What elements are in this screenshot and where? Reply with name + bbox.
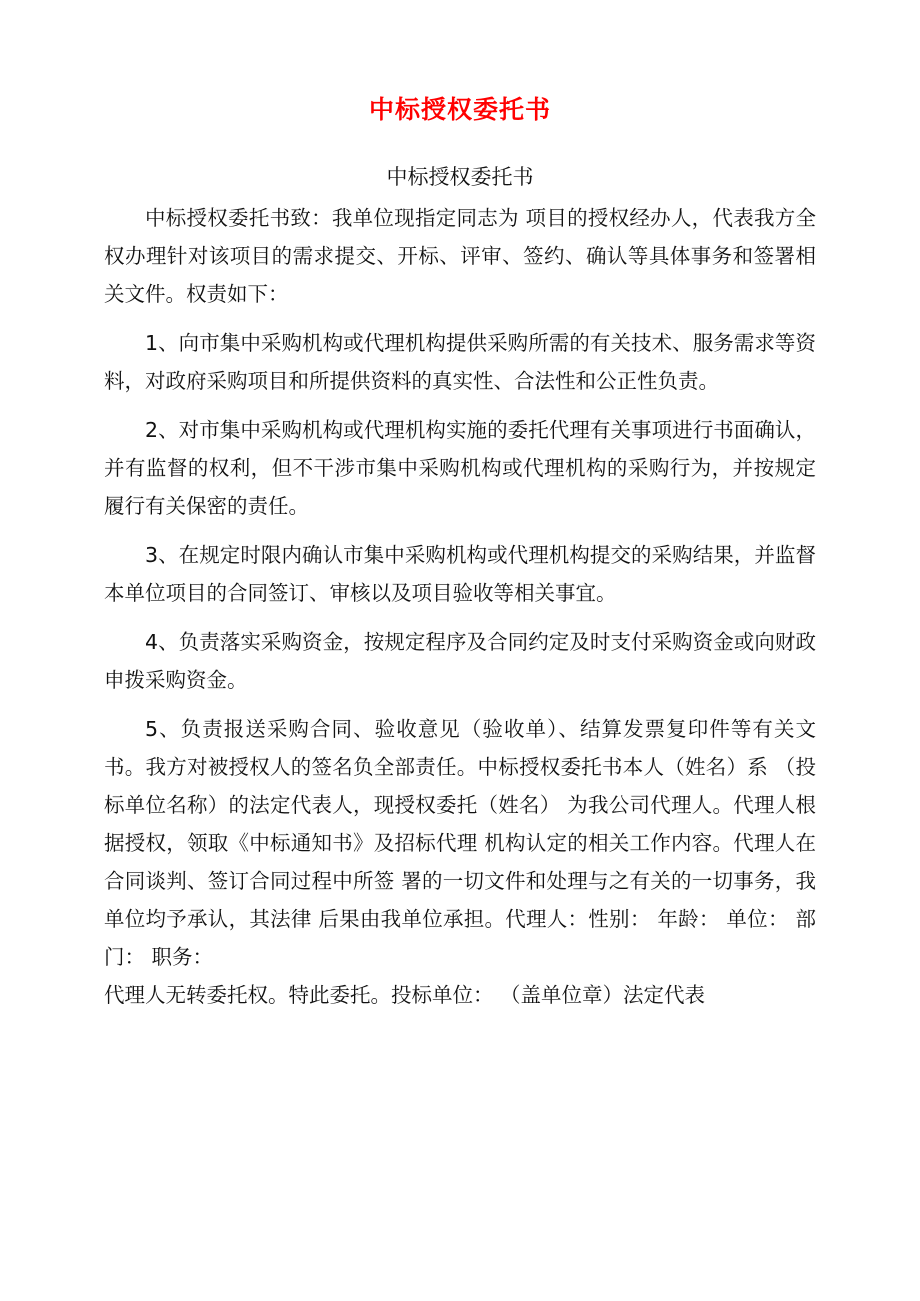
document-body <box>104 199 816 1014</box>
document-subtitle: 中标授权委托书 <box>386 165 534 189</box>
paragraph-item-2: 2、对市集中采购机构或代理机构实施的委托代理有关事项进行书面确认，并有监督的权利，但不干涉市集中采购机构或代理机构的采购行为，并按规定履行有关保密的责任。 <box>104 418 816 518</box>
paragraph-closing: 代理人无转委托权。特此委托。投标单位： （盖单位章）法定代表 <box>104 983 706 1007</box>
paragraph-item-1: 1、向市集中采购机构或代理机构提供采购所需的有关技术、服务需求等资料，对政府采购项目和所提供资料的真实性、合法性和公正性负责。 <box>104 331 816 393</box>
paragraph-item-5: 5、负责报送采购合同、验收意见（验收单）、结算发票复印件等有关文书。我方对被授权人的签名负全部责任。中标授权委托书本人（姓名）系 （投标单位名称）的法定代表人，现授权委托（姓名） 为我公司代理人。代理人根据授权，领取《中标通知书》及招标代理 机构认定的相关工作内容。代理人在合同谈判、签订合同过程中所签 署的一切文件和处理与之有关的一切事务，我单位均予承认，其法律 后果由我单位承担。代理人：性别： 年龄： 单位： 部门： 职务： <box>104 717 816 969</box>
document-title: 中标授权委托书 <box>368 95 551 124</box>
paragraph-item-4: 4、负责落实采购资金，按规定程序及合同约定及时支付采购资金或向财政申拨采购资金。 <box>104 630 816 692</box>
paragraph-intro: 中标授权委托书致：我单位现指定同志为 项目的授权经办人，代表我方全权办理针对该项目的需求提交、开标、评审、签约、确认等具体事务和签署相关文件。权责如下： <box>104 206 816 306</box>
paragraph-item-3: 3、在规定时限内确认市集中采购机构或代理机构提交的采购结果，并监督本单位项目的合同签订、审核以及项目验收等相关事宜。 <box>104 543 816 605</box>
